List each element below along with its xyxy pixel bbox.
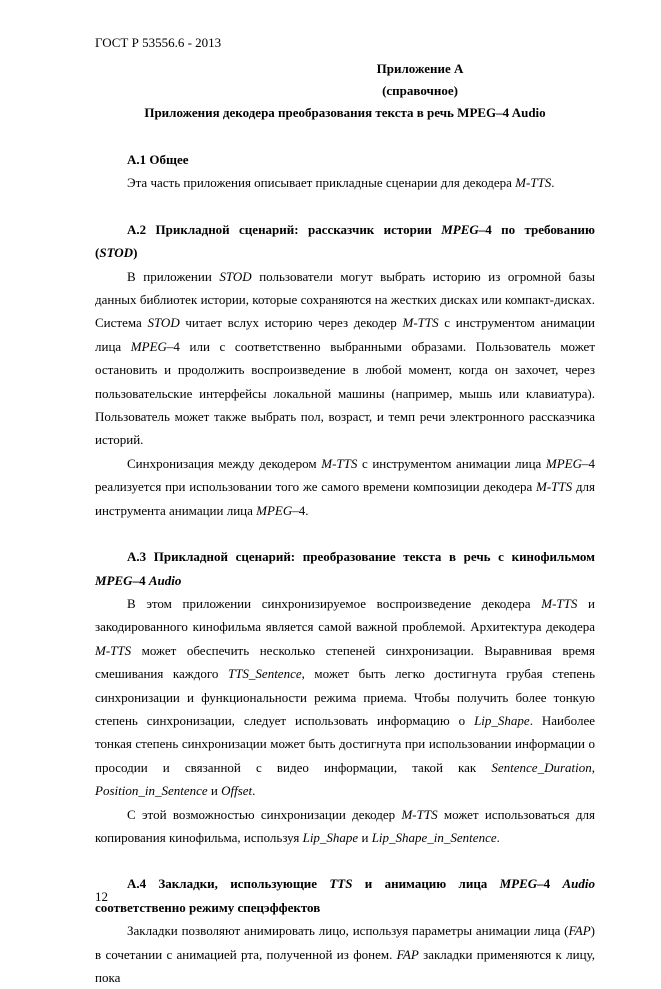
text-run: закладки применяются к лицу, пока [95, 946, 595, 985]
text-run: –4 реализуется при использовании того же самого времени композиции декодера [95, 455, 596, 495]
text-run: А.2 Прикладной сценарий: рассказчик истории [127, 221, 442, 237]
text-run: Эта часть приложения описывает прикладные сценарии для декодера [127, 175, 516, 191]
text-run-italic: MPEG [130, 338, 167, 354]
paragraph [95, 171, 595, 194]
text-run: –4 [537, 876, 563, 892]
text-run: может использоваться для копирования кинофильма, используя [95, 806, 595, 845]
text-run: . Наиболее тонкая степень синхронизации может быть достигнута при использовании информации о просодии и связанной с видео информации, такой как [95, 712, 595, 775]
paragraph [95, 592, 595, 803]
text-run: , может быть легко достигнута грубая степень синхронизации и функциональности режима приема. Чтобы получить более тонкую степень синхронизации, следует использовать информацию о [95, 666, 595, 728]
text-run: Синхронизация между декодером [127, 455, 322, 471]
text-run-italic: MPEG [441, 221, 479, 237]
text-run: с инструментом анимации лица [357, 455, 546, 471]
text-run-italic: MPEG [95, 572, 133, 588]
text-run: . [496, 829, 500, 845]
paragraph [95, 452, 595, 522]
section-heading-a2 [95, 218, 595, 265]
text-run-italic: Lip_Shape [302, 829, 359, 845]
text-run-italic: FAP [568, 923, 591, 939]
document-code: ГОСТ Р 53556.6 - 2013 [95, 35, 222, 50]
text-run-italic: TTS_Sentence [227, 666, 302, 682]
text-run-italic: STOD [99, 245, 134, 261]
text-run: соответственно режиму спецэффектов [95, 899, 321, 915]
text-run-italic: M-TTS [536, 479, 573, 495]
annex-title: Приложение А [376, 61, 464, 76]
text-run-italic: Offset [221, 783, 253, 799]
text-run-italic: M-TTS [401, 806, 438, 822]
text-run: читает вслух историю через декодер [179, 315, 403, 331]
paragraph [95, 265, 595, 452]
text-run-italic: Sentence_Duration [491, 759, 592, 775]
text-run-italic: MPEG [499, 876, 538, 892]
text-run-italic: Lip_Shape_in_Sentence [371, 829, 497, 845]
paragraph [95, 919, 595, 989]
document-body [95, 148, 595, 989]
text-run-italic: MPEG [545, 455, 583, 471]
text-run: и [207, 783, 222, 799]
text-run: С этой возможностью синхронизации декодер [127, 806, 402, 822]
section-heading-a4 [95, 872, 595, 919]
text-run-italic: M-TTS [321, 455, 358, 471]
text-run: пользователи могут выбрать историю из огромной базы данных библиотек истории, которые сохраняются на жестких дисках или компакт-дисках. Система [95, 268, 595, 331]
annex-kind: (справочное) [382, 83, 458, 98]
text-run: может обеспечить несколько степеней синхронизации. Выравнивая время смешивания каждого [95, 642, 595, 682]
text-run: с инструментом анимации лица [95, 315, 595, 354]
text-run: –4 по требованию ( [95, 221, 595, 261]
text-run-italic: M-TTS [402, 315, 439, 331]
text-run: Закладки позволяют анимировать лицо, используя параметры анимации лица ( [127, 923, 569, 939]
text-run: А.3 Прикладной сценарий: преобразование текста в речь с кинофильмом [127, 549, 595, 565]
text-run: –4 или с соответственно выбранными образами. Пользователь может остановить и продолжить воспроизведение в любой момент, когда он захочет, через пользовательские интерфейсы локальной машины (например, мышь или клавиатура). Пользователь может также выбрать пол, возраст, и темп речи электронного рассказчика историй. [95, 338, 595, 448]
text-run: –4. [292, 502, 309, 518]
text-run-italic: Audio [562, 876, 595, 892]
text-run-italic: FAP [396, 946, 419, 962]
text-run-italic: MPEG [256, 502, 293, 518]
text-run: –4 [132, 572, 149, 588]
text-run-italic: M-TTS [515, 175, 552, 191]
text-run-italic: M-TTS [541, 595, 578, 611]
annex-name: Приложения декодера преобразования текста в речь MPEG–4 Audio [144, 105, 546, 120]
page-number: 12 [95, 889, 108, 904]
section-heading-a1: А.1 Общее [127, 152, 189, 167]
annex-header [95, 58, 595, 124]
paragraph [95, 803, 595, 850]
text-run: . [551, 175, 555, 191]
text-run: А.4 Закладки, использующие [127, 876, 330, 892]
text-run-italic: STOD [147, 315, 180, 331]
text-run: для инструмента анимации лица [95, 479, 595, 518]
text-run-italic: Position_in_Sentence [95, 783, 208, 799]
text-run-italic: STOD [219, 268, 252, 284]
text-run: , [591, 759, 595, 775]
text-run: ) [133, 245, 138, 261]
text-run-italic: Lip_Shape [474, 712, 530, 728]
text-run: . [252, 783, 256, 799]
text-run: и закодированного кинофильма является самой важной проблемой. Архитектура декодера [95, 595, 595, 635]
text-run: В приложении [127, 268, 220, 284]
text-run: ) в сочетании с анимацией рта, полученной из фонем. [95, 923, 595, 962]
text-run: В этом приложении синхронизируемое воспроизведение декодера [127, 595, 542, 611]
text-run-italic: Audio [148, 572, 182, 588]
text-run-italic: TTS [329, 876, 353, 892]
text-run-italic: M-TTS [95, 642, 132, 658]
section-heading-a3 [95, 545, 595, 592]
text-run: и анимацию лица [352, 876, 500, 892]
text-run: и [358, 829, 372, 845]
